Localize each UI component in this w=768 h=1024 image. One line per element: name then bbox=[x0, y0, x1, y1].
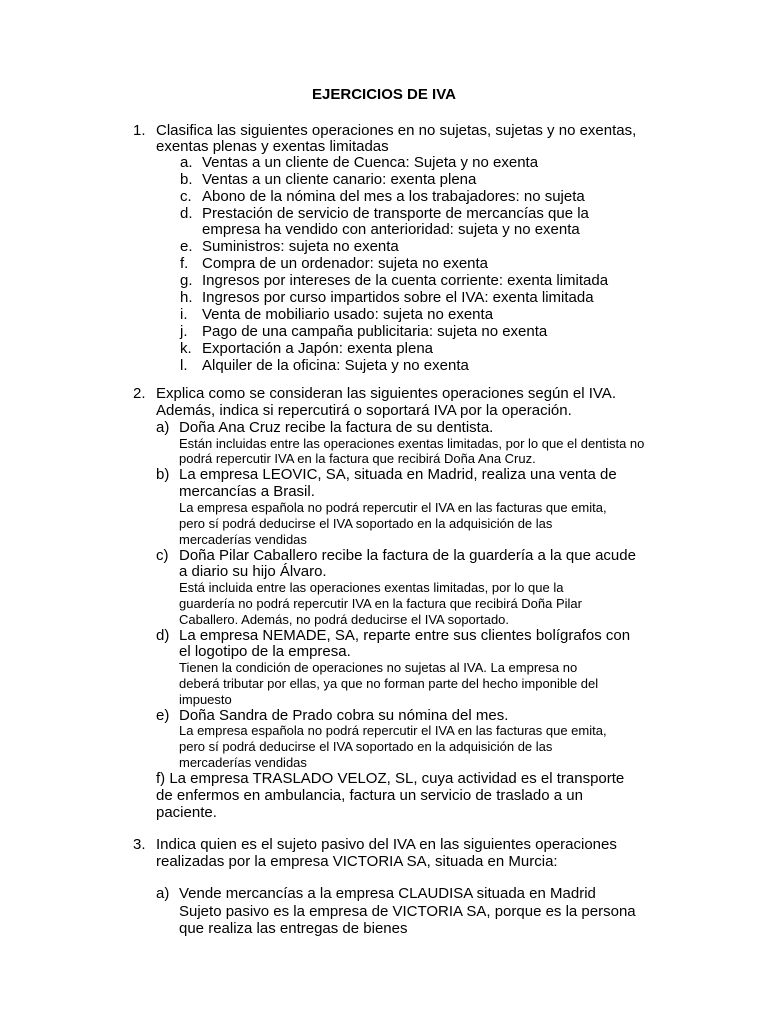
list-item-text: Abono de la nómina del mes a los trabajadores: no sujeta bbox=[202, 188, 585, 205]
answer-text: Sujeto pasivo es la empresa de VICTORIA SA, porque es la persona bbox=[179, 903, 636, 920]
list-item-letter: c) bbox=[156, 547, 169, 564]
list-item-letter: c. bbox=[180, 188, 192, 205]
list-item-text: a diario su hijo Álvaro. bbox=[179, 563, 327, 580]
list-item-text: f) La empresa TRASLADO VELOZ, SL, cuya actividad es el transporte bbox=[156, 770, 625, 787]
list-item-text: Ingresos por intereses de la cuenta corriente: exenta limitada bbox=[202, 272, 609, 289]
answer-text: deberá tributar por ellas, ya que no forman parte del hecho imponible del bbox=[179, 676, 599, 691]
answer-text: pero sí podrá deducirse el IVA soportado en la adquisición de las bbox=[179, 739, 553, 754]
list-item-letter: l. bbox=[180, 357, 188, 374]
list-item-text: mercancías a Brasil. bbox=[179, 483, 315, 500]
list-item-text: el logotipo de la empresa. bbox=[179, 643, 351, 660]
list-item-letter: a) bbox=[156, 885, 170, 902]
list-item-text: paciente. bbox=[156, 804, 217, 821]
list-item-letter: k. bbox=[180, 340, 192, 357]
list-item-text: Exportación a Japón: exenta plena bbox=[202, 340, 433, 357]
list-item-text: Ingresos por curso impartidos sobre el IVA: exenta limitada bbox=[202, 289, 594, 306]
list-item-text: La empresa LEOVIC, SA, situada en Madrid, realiza una venta de bbox=[179, 466, 617, 483]
list-item-text: La empresa NEMADE, SA, reparte entre sus clientes bolígrafos con bbox=[179, 627, 631, 644]
list-item-letter: f. bbox=[180, 255, 189, 272]
answer-text: podrá repercutir IVA en la factura que recibirá Doña Ana Cruz. bbox=[179, 451, 536, 466]
list-item-letter: j. bbox=[180, 323, 188, 340]
page-title: EJERCICIOS DE IVA bbox=[312, 86, 456, 103]
list-item-letter: b) bbox=[156, 466, 170, 483]
list-item-text: Compra de un ordenador: sujeta no exenta bbox=[202, 255, 489, 272]
list-item-letter: e) bbox=[156, 707, 170, 724]
list-item-letter: a. bbox=[180, 154, 193, 171]
list-item-text: de enfermos en ambulancia, factura un servicio de traslado a un bbox=[156, 787, 583, 804]
list-item-text: Alquiler de la oficina: Sujeta y no exenta bbox=[202, 357, 469, 374]
list-item-text: Doña Pilar Caballero recibe la factura de la guardería a la que acude bbox=[179, 547, 636, 564]
list-item-letter: d. bbox=[180, 205, 193, 222]
answer-text: Están incluidas entre las operaciones exentas limitadas, por lo que el dentista no bbox=[179, 436, 645, 451]
question-text-line: Además, indica si repercutirá o soportará IVA por la operación. bbox=[156, 402, 572, 419]
list-item-letter: d) bbox=[156, 627, 170, 644]
question-number: 1. bbox=[133, 122, 146, 139]
list-item-text: Prestación de servicio de transporte de mercancías que la bbox=[202, 205, 589, 222]
list-item-letter: e. bbox=[180, 238, 193, 255]
question-text-line: exentas plenas y exentas limitadas bbox=[156, 138, 389, 155]
question-number: 2. bbox=[133, 385, 146, 402]
answer-text: mercaderías vendidas bbox=[179, 532, 307, 547]
list-item-text: empresa ha vendido con anterioridad: sujeta y no exenta bbox=[202, 221, 580, 238]
answer-text: pero sí podrá deducirse el IVA soportado en la adquisición de las bbox=[179, 516, 553, 531]
answer-text: guardería no podrá repercutir IVA en la factura que recibirá Doña Pilar bbox=[179, 596, 582, 611]
answer-text: que realiza las entregas de bienes bbox=[179, 920, 408, 937]
list-item-text: Venta de mobiliario usado: sujeta no exenta bbox=[202, 306, 494, 323]
list-item-text: Ventas a un cliente de Cuenca: Sujeta y no exenta bbox=[202, 154, 539, 171]
list-item-letter: i. bbox=[180, 306, 188, 323]
list-item-text: Suministros: sujeta no exenta bbox=[202, 238, 399, 255]
list-item-text: Vende mercancías a la empresa CLAUDISA situada en Madrid bbox=[179, 885, 596, 902]
answer-text: La empresa española no podrá repercutir el IVA en las facturas que emita, bbox=[179, 500, 607, 515]
list-item-text: Doña Sandra de Prado cobra su nómina del mes. bbox=[179, 707, 509, 724]
question-text-line: realizadas por la empresa VICTORIA SA, situada en Murcia: bbox=[156, 853, 558, 870]
question-text-line: Clasifica las siguientes operaciones en no sujetas, sujetas y no exentas, bbox=[156, 122, 637, 139]
answer-text: mercaderías vendidas bbox=[179, 755, 307, 770]
question-text-line: Explica como se consideran las siguientes operaciones según el IVA. bbox=[156, 385, 616, 402]
list-item-text: Doña Ana Cruz recibe la factura de su dentista. bbox=[179, 419, 494, 436]
answer-text: Caballero. Además, no podrá deducirse el IVA soportado. bbox=[179, 612, 510, 627]
list-item-text: Ventas a un cliente canario: exenta plena bbox=[202, 171, 477, 188]
list-item-text: Pago de una campaña publicitaria: sujeta no exenta bbox=[202, 323, 548, 340]
list-item-letter: g. bbox=[180, 272, 193, 289]
question-number: 3. bbox=[133, 836, 146, 853]
list-item-letter: a) bbox=[156, 419, 170, 436]
answer-text: La empresa española no podrá repercutir el IVA en las facturas que emita, bbox=[179, 723, 607, 738]
question-text-line: Indica quien es el sujeto pasivo del IVA en las siguientes operaciones bbox=[156, 836, 617, 853]
list-item-letter: h. bbox=[180, 289, 193, 306]
answer-text: Está incluida entre las operaciones exentas limitadas, por lo que la bbox=[179, 580, 564, 595]
answer-text: impuesto bbox=[179, 692, 232, 707]
list-item-letter: b. bbox=[180, 171, 193, 188]
answer-text: Tienen la condición de operaciones no sujetas al IVA. La empresa no bbox=[179, 660, 578, 675]
